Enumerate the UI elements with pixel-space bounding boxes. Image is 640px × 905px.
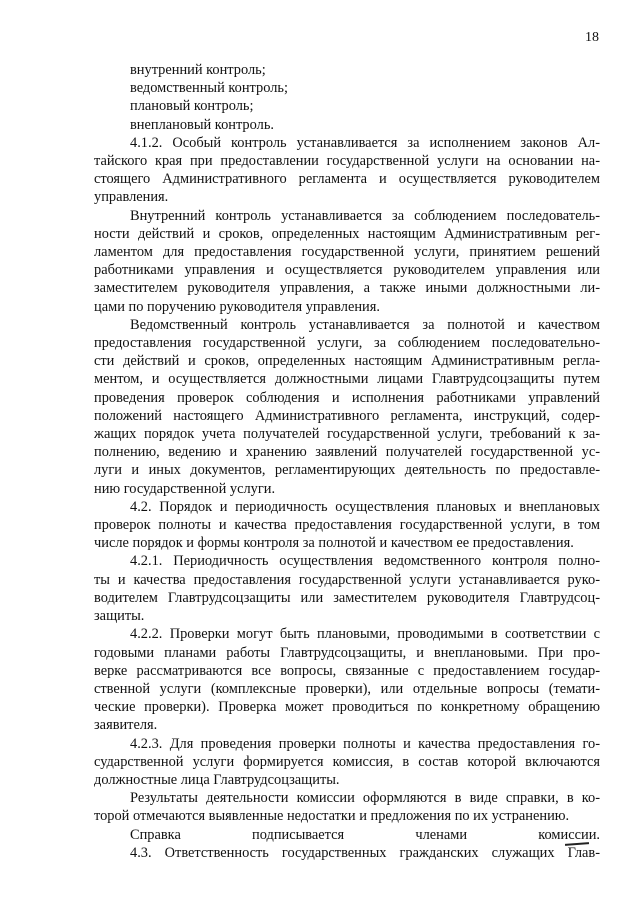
- text-line: тайского края при предоставлении государственной услуги на основании на-: [94, 153, 600, 170]
- text-line: 4.2.2. Проверки могут быть плановыми, проводимыми в соответствии с: [130, 626, 600, 643]
- text-line: 4.2. Порядок и периодичность осуществления плановых и внеплановых: [130, 498, 600, 515]
- text-line: Внутренний контроль устанавливается за соблюдением последователь-: [130, 207, 600, 224]
- text-line: Справка подписывается членами комиссии.: [130, 826, 600, 843]
- text-line: предоставления государственной услуги, за соблюдением последовательно-: [94, 335, 600, 352]
- paragraph-p-4-2-3: [94, 735, 600, 790]
- text-line: должностные лица Главтрудсоцзащиты.: [94, 771, 340, 788]
- paragraphs: [94, 134, 600, 862]
- text-line: числе порядок и формы контроля за полнотой и качеством ее предоставления.: [94, 535, 574, 552]
- text-line: 4.1.2. Особый контроль устанавливается за исполнением законов Ал-: [130, 134, 600, 151]
- paragraph-p-4-2: [94, 498, 600, 553]
- text-line: ности действий и сроков, определенных настоящим Административным рег-: [94, 225, 600, 242]
- page-number: 18: [585, 30, 599, 45]
- paragraph-p-4-1-2: [94, 134, 600, 207]
- text-line: проведения проверок соблюдения и исполнения работниками управлений: [94, 389, 600, 406]
- text-line: 4.2.3. Для проведения проверки полноты и качества предоставления го-: [130, 735, 600, 752]
- text-line: годовыми планами работы Главтрудсоцзащиты, и внеплановыми. При про-: [94, 644, 600, 661]
- paragraph-p-departmental: [94, 316, 600, 498]
- text-line: заявителя.: [94, 717, 158, 734]
- text-line: работниками управления и осуществляется руководителем управления или: [94, 262, 600, 279]
- text-line: защиты.: [94, 608, 145, 625]
- paragraph-p-results: [94, 789, 600, 825]
- text-line: полнению, ведению и хранению заявлений получателей государственной ус-: [94, 444, 600, 461]
- text-line: цами по поручению руководителя управления.: [94, 298, 380, 315]
- text-line: ламентом для предоставления государственной услуги, принятием решений: [94, 244, 600, 261]
- text-line: ты и качества предоставления государственной услуги устанавливается руко-: [94, 571, 600, 588]
- text-line: 4.3. Ответственность государственных гражданских служащих Глав-: [130, 844, 600, 861]
- list-item: плановый контроль;: [130, 98, 254, 115]
- text-line: сти действий и сроков, определенных настоящим Административным регла-: [94, 353, 600, 370]
- text-line: 4.2.1. Периодичность осуществления ведомственного контроля полно-: [130, 553, 600, 570]
- paragraph-p-4-3: [94, 844, 600, 862]
- list-item: внутренний контроль;: [130, 62, 266, 78]
- text-line: водителем Главтрудсоцзащиты или заместителем руководителя Главтрудсоц-: [94, 589, 600, 606]
- text-line: Результаты деятельности комиссии оформляются в виде справки, в ко-: [130, 790, 600, 807]
- text-line: управления.: [94, 189, 169, 206]
- text-line: торой отмечаются выявленные недостатки и предложения по их устранению.: [94, 808, 570, 825]
- text-line: луги и иных документов, регламентирующих деятельность по предоставле-: [94, 462, 600, 479]
- text-line: Ведомственный контроль устанавливается за полнотой и качеством: [130, 316, 600, 333]
- text-line: стоящего Административного регламента и осуществляется руководителем: [94, 171, 600, 188]
- text-line: сударственной услуги формируется комиссия, в состав которой включаются: [94, 753, 600, 770]
- text-line: проверок полноты и качества предоставления государственной услуги, в том: [94, 517, 600, 534]
- text-line: ментом, и осуществляется должностными лицами Главтрудсоцзащиты путем: [94, 371, 600, 388]
- document-body: [94, 61, 600, 862]
- list-item: внеплановый контроль.: [130, 116, 274, 133]
- text-line: жащих порядок учета получателей государственной услуги, требований к за-: [94, 426, 600, 443]
- paragraph-p-internal: [94, 207, 600, 316]
- control-types-list: [94, 61, 600, 134]
- text-line: положений настоящего Административного регламента, инструкций, содер-: [94, 407, 600, 424]
- text-line: верке рассматриваются все вопросы, связанные с предоставлением государ-: [94, 662, 600, 679]
- text-line: ческие проверки). Проверка может проводиться по конкретному обращению: [94, 699, 600, 716]
- list-item: ведомственный контроль;: [130, 80, 288, 97]
- text-line: нию государственной услуги.: [94, 480, 276, 497]
- paragraph-p-4-2-1: [94, 552, 600, 625]
- paragraph-p-signed: [94, 826, 600, 844]
- text-line: ственной услуги (комплексные проверки), или отдельные вопросы (темати-: [94, 680, 600, 697]
- text-line: заместителем руководителя управления, а также иными должностными ли-: [94, 280, 600, 297]
- paragraph-p-4-2-2: [94, 625, 600, 734]
